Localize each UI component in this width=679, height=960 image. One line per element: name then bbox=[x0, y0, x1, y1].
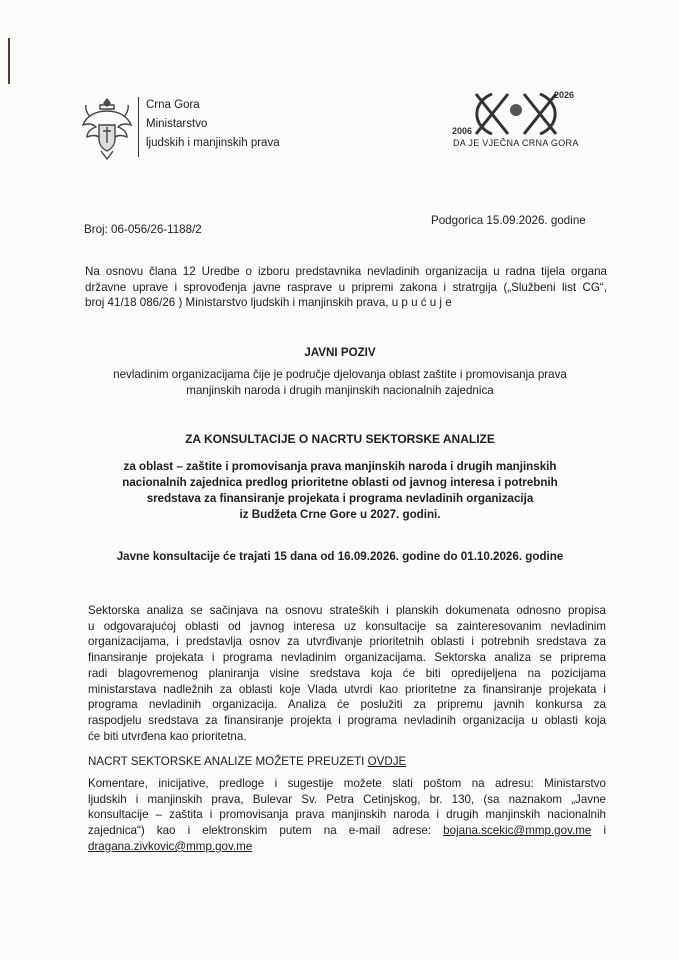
coat-of-arms-icon bbox=[78, 95, 136, 161]
margin-mark bbox=[8, 38, 10, 84]
consult-line4: iz Budžeta Crne Gore u 2027. godini. bbox=[239, 508, 441, 521]
call-title: JAVNI POZIV bbox=[304, 346, 376, 359]
intro-paragraph: Na osnovu člana 12 Uredbe o izboru predstavnika nevladinih organizacija u radna tijela organa državne uprave i sprovođenja javne rasprave u pripremi zakona i stratrgija („Službeni list CG“, broj 41/18 086/26 ) Ministarstvo ljudskih i manjinskih prava, u p u ć u j e bbox=[85, 265, 607, 310]
consult-line3: sredstava za finansiranje projekata i programa nevladinih organizacija bbox=[146, 492, 534, 505]
call-subtitle-line1: nevladinim organizacijama čije je područje djelovanja oblast zaštite i promovisanja prava bbox=[113, 368, 567, 381]
email-link-1[interactable]: bojana.scekic@mmp.gov.me bbox=[443, 824, 592, 838]
consult-duration: Javne konsultacije će trajati 15 dana od 16.09.2026. godine do 01.10.2026. godine bbox=[116, 550, 564, 563]
download-link[interactable]: OVDJE bbox=[367, 755, 407, 768]
organization-name: Crna Gora Ministarstvo ljudskih i manjinskih prava bbox=[146, 99, 280, 149]
email-link-2[interactable]: dragana.zivkovic@mmp.gov.me bbox=[88, 839, 253, 853]
download-line: NACRT SEKTORSKE ANALIZE MOŽETE PREUZETI OVDJE bbox=[88, 755, 407, 768]
logo-slogan: DA JE VJEČNA CRNA GORA bbox=[453, 138, 579, 148]
place-date: Podgorica 15.09.2026. godine bbox=[431, 214, 586, 227]
eagle-emblem-icon bbox=[510, 104, 522, 116]
logo-year-left: 2006 bbox=[452, 126, 473, 136]
call-subtitle-line2: manjinskih naroda i drugih manjinskih nacionalnih zajednica bbox=[186, 384, 494, 397]
body-paragraph: Sektorska analiza se sačinjava na osnovu strateških i planskih dokumenata odnosno propisa u odgovarajućoj oblasti od javnog interesa uz konsultacije sa zainteresovanim nevladinim organizacijama, i predstavlja osnov za utvrđivanje prioritetnih oblasti i potrebnih sredstava za finansiranje projekata i programa nevladinim organizacijama. Sektorska analiza se priprema radi blagovremenog planiranja visine sredstava koja će biti opredijeljena na pozicijama ministarstava nadležnih za oblasti koje Vlada utvrdi kao prioritetne za finansiranje projekata i programa nevladinih organizacija. Analiza će poslužiti za pripremu javnih konkursa za raspodjelu sredstava za finansiranje projekta i programa nevladinih organizacija u oblasti koja će biti utvrđena kao prioritetna. bbox=[88, 604, 606, 743]
consult-line1: za oblast – zaštite i promovisanja prava manjinskih naroda i drugih manjinskih bbox=[123, 460, 557, 473]
consult-title: ZA KONSULTACIJE O NACRTU SEKTORSKE ANALIZE bbox=[185, 432, 495, 446]
comments-paragraph: Komentare, inicijative, predloge i sugestije možete slati poštom na adresu: Ministarstvo ljudskih i manjinskih prava, Bulevar Sv. Petra Cetinjskog, br. 130, (sa naznakom „Javne konsultacije – zaštita i promovisanja prava manjinskih naroda i drugih manjinskih nacionalnih zajednica“) kao i elektronskim putem na e-mail adrese: bojana.scekic@mmp.gov.me i dragana.zivkovic@mmp.gov.me bbox=[88, 777, 607, 853]
document-number: Broj: 06-056/26-1188/2 bbox=[84, 223, 202, 236]
consult-line2: nacionalnih zajednica predlog prioritetne oblasti od javnog interesa i potrebnih bbox=[122, 476, 558, 489]
header-divider bbox=[138, 97, 139, 157]
logo-year-right: 2026 bbox=[554, 90, 575, 100]
